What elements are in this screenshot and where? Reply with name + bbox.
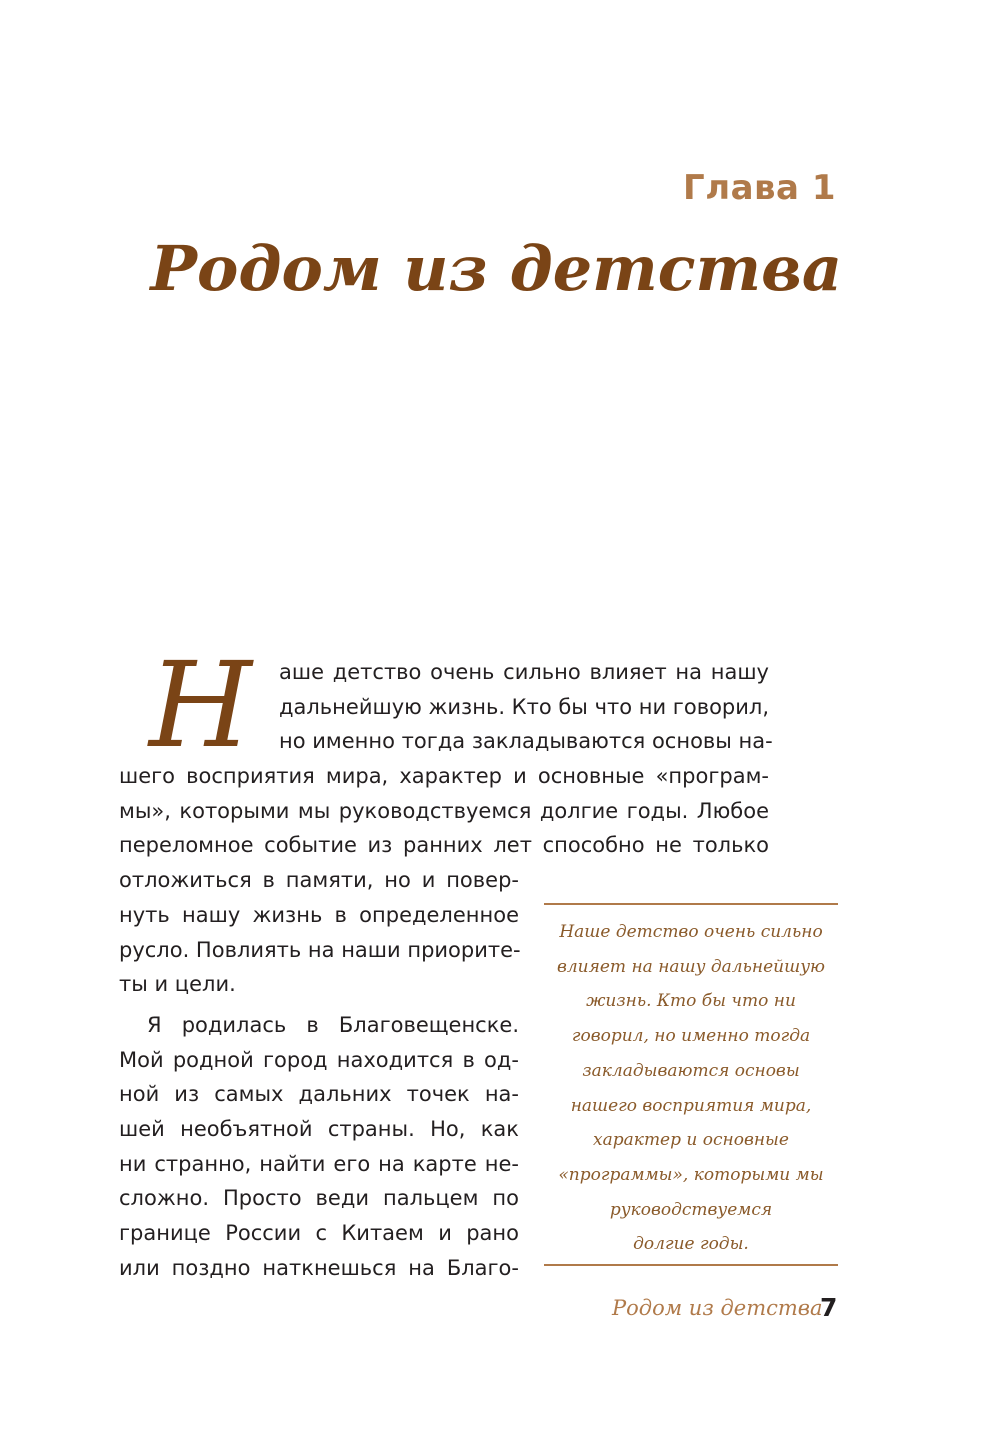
body-line: сложно. Просто веди пальцем по [119,1186,519,1211]
body-line: шего восприятия мира, характер и основные «програм- [119,764,769,789]
body-line: границе России с Китаем и рано [119,1221,519,1245]
body-line: нуть нашу жизнь в определенное [119,902,519,927]
pull-quote-line: долгие годы. [633,1234,749,1255]
pull-quote [544,903,838,1266]
pull-quote-line: «программы», которыми мы [558,1164,824,1185]
body-line: Мой родной город находится в од- [119,1047,519,1072]
body-line: ни странно, найти его на карте не- [119,1151,519,1176]
chapter-title: Родом из детства [150,232,842,305]
drop-cap: Н [149,636,252,774]
body-line: переломное событие из ранних лет способно не только [119,833,769,858]
pull-quote-line: руководствуемся [609,1199,773,1220]
pull-quote-line: жизнь. Кто бы что ни [586,991,796,1012]
body-line: ты и цели. [119,972,236,997]
body-line: мы», которыми мы руководствуемся долгие годы. Любое [119,798,769,823]
pull-quote-line: Наше детство очень сильно [559,922,823,942]
body-line: отложиться в памяти, но и повер- [119,868,519,893]
body-line: ной из самых дальних точек на- [119,1082,519,1107]
pull-quote-line: говорил, но именно тогда [571,1026,811,1047]
body-line: но именно тогда закладываются основы на- [279,729,773,754]
body-line: дальнейшую жизнь. Кто бы что ни говорил, [279,694,769,719]
running-title: Родом из детства [612,1296,823,1320]
pull-quote-line: характер и основные [593,1130,789,1151]
pull-quote-line: нашего восприятия мира, [570,1095,812,1116]
body-line: Я родилась в Благовещенске. [147,1012,519,1037]
body-line: аше детство очень сильно влияет на нашу [279,660,769,684]
pull-quote-line: влияет на нашу дальнейшую [556,956,826,977]
pull-quote-line: закладываются основы [582,1060,800,1081]
body-line: или поздно наткнешься на Благо- [119,1255,519,1280]
chapter-label: Глава 1 [683,168,836,208]
body-line: русло. Повлиять на наши приорите- [119,937,521,962]
page-number: 7 [820,1293,838,1322]
body-line: шей необъятной страны. Но, как [119,1116,519,1141]
